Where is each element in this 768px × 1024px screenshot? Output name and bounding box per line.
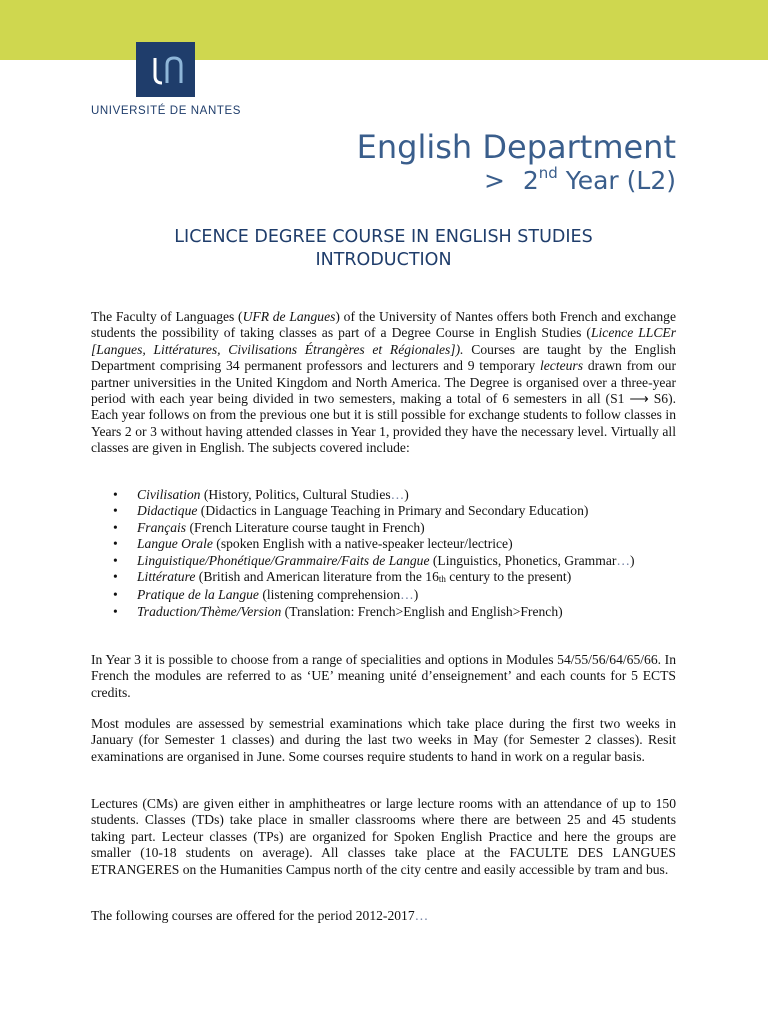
intro-text-e: Courses are taught by the English Department comprising 34 permanent professors and lecturers and 9 temporary bbox=[91, 341, 676, 374]
subject-desc: (Translation: French>English and English>French) bbox=[281, 603, 563, 619]
subject-name: Langue Orale bbox=[137, 536, 213, 552]
subject-name: Didactique bbox=[137, 503, 198, 519]
year-ordinal: nd bbox=[538, 164, 558, 182]
intro-text-b: UFR de Langues bbox=[242, 309, 336, 324]
list-item bbox=[91, 536, 676, 552]
list-item bbox=[91, 503, 676, 519]
un-logo-icon bbox=[136, 42, 195, 97]
subject-desc: (British and American literature from the 16 bbox=[195, 569, 439, 585]
lectures-paragraph: Lectures (CMs) are given either in amphitheatres or large lecture rooms with an attendance of up to 150 students. Classes (TDs) take place in smaller classrooms where there are between 25 and 45 students taking part. Lecteur classes (TPs) are organized for Spoken English Practice and here the groups are smaller (10-18 students on average). All classes take place at the FACULTE DES LANGUES ETRANGERES on the Humanities Campus north of the city centre and easily accessible by tram and bus. bbox=[91, 796, 676, 877]
year-number: 2 bbox=[522, 166, 539, 195]
intro-paragraph bbox=[91, 309, 676, 457]
intro-text-g: drawn from our partner universities in the United Kingdom and North America. The Degree is organised over a three-year period with each year being divided in two semesters, making a total of 6 semesters in all (S1 ⟶ S6). Each year follows on from the previous one but it is still possible for exchange students to follow classes in Years 2 or 3 without having attended classes in Year 1, provided they have the necessary level. Virtually all classes are given in English. The subjects covered include: bbox=[91, 358, 676, 456]
list-item bbox=[91, 553, 676, 569]
subject-name: Littérature bbox=[137, 569, 196, 585]
subjects-list bbox=[91, 487, 676, 620]
list-item bbox=[91, 569, 676, 587]
courses-text: The following courses are offered for the period 2012-2017 bbox=[91, 908, 415, 923]
subject-desc: (spoken English with a native-speaker lecteur/lectrice) bbox=[212, 536, 513, 552]
intro-text-c: ) of the University of Nantes offers both French and exchange students the possibility of taking classes as part of a Degree Course in English Studies ( bbox=[91, 309, 676, 341]
ellipsis: … bbox=[400, 587, 414, 603]
subject-desc: (French Literature course taught in French) bbox=[186, 519, 425, 535]
subject-desc: (Didactics in Language Teaching in Primary and Secondary Education) bbox=[197, 503, 589, 519]
subject-desc: (Linguistics, Phonetics, Grammar bbox=[429, 552, 617, 568]
subject-name: Linguistique/Phonétique/Grammaire/Faits de Langue bbox=[137, 552, 430, 568]
subject-desc: (History, Politics, Cultural Studies bbox=[200, 487, 391, 502]
intro-text-a: The Faculty of Languages ( bbox=[91, 309, 243, 324]
subject-end: ) bbox=[413, 587, 419, 603]
year-label: Year (L2) bbox=[557, 166, 676, 195]
course-title: LICENCE DEGREE COURSE IN ENGLISH STUDIES bbox=[174, 227, 593, 247]
university-name: UNIVERSITÉ DE NANTES bbox=[91, 105, 242, 117]
subject-desc: (listening comprehension bbox=[258, 587, 401, 603]
subject-name: Traduction/Thème/Version bbox=[137, 603, 282, 619]
year-arrow: > bbox=[483, 166, 505, 195]
top-color-bar bbox=[0, 0, 768, 60]
list-item bbox=[91, 604, 676, 620]
modules-paragraph: In Year 3 it is possible to choose from a range of specialities and options in Modules 54/55/56/64/65/66. In French the modules are referred to as ‘UE’ meaning unité d’enseignement’ and each counts for 5 ECTS credits. bbox=[91, 652, 676, 700]
courses-paragraph bbox=[91, 908, 676, 924]
list-item bbox=[91, 587, 676, 603]
intro-text-d: Licence LLCEr [Langues, Littératures, Civilisations Étrangères et Régionales]). bbox=[91, 325, 676, 357]
subject-name: Civilisation bbox=[137, 487, 201, 502]
subject-end: ) bbox=[629, 552, 635, 568]
subject-end: ) bbox=[404, 487, 409, 502]
intro-text-f: lecteurs bbox=[539, 358, 584, 374]
ordinal-suffix: th bbox=[438, 574, 446, 585]
section-title: INTRODUCTION bbox=[315, 250, 452, 270]
ellipsis: … bbox=[616, 552, 630, 568]
university-logo bbox=[136, 42, 195, 97]
list-item bbox=[91, 520, 676, 536]
year-subtitle bbox=[484, 166, 676, 195]
assessment-paragraph: Most modules are assessed by semestrial examinations which take place during the first two weeks in January (for Semester 1 classes) and during the last two weeks in May (for Semester 2 classes). Resit examinations are organised in June. Some courses require students to hand in work on a regular basis. bbox=[91, 716, 676, 764]
list-item bbox=[91, 487, 676, 503]
ellipsis: … bbox=[414, 908, 429, 923]
subject-name: Français bbox=[137, 519, 187, 535]
subject-name: Pratique de la Langue bbox=[137, 587, 259, 603]
ellipsis: … bbox=[390, 487, 405, 502]
department-title: English Department bbox=[356, 128, 676, 166]
subject-desc: century to the present) bbox=[445, 569, 572, 585]
